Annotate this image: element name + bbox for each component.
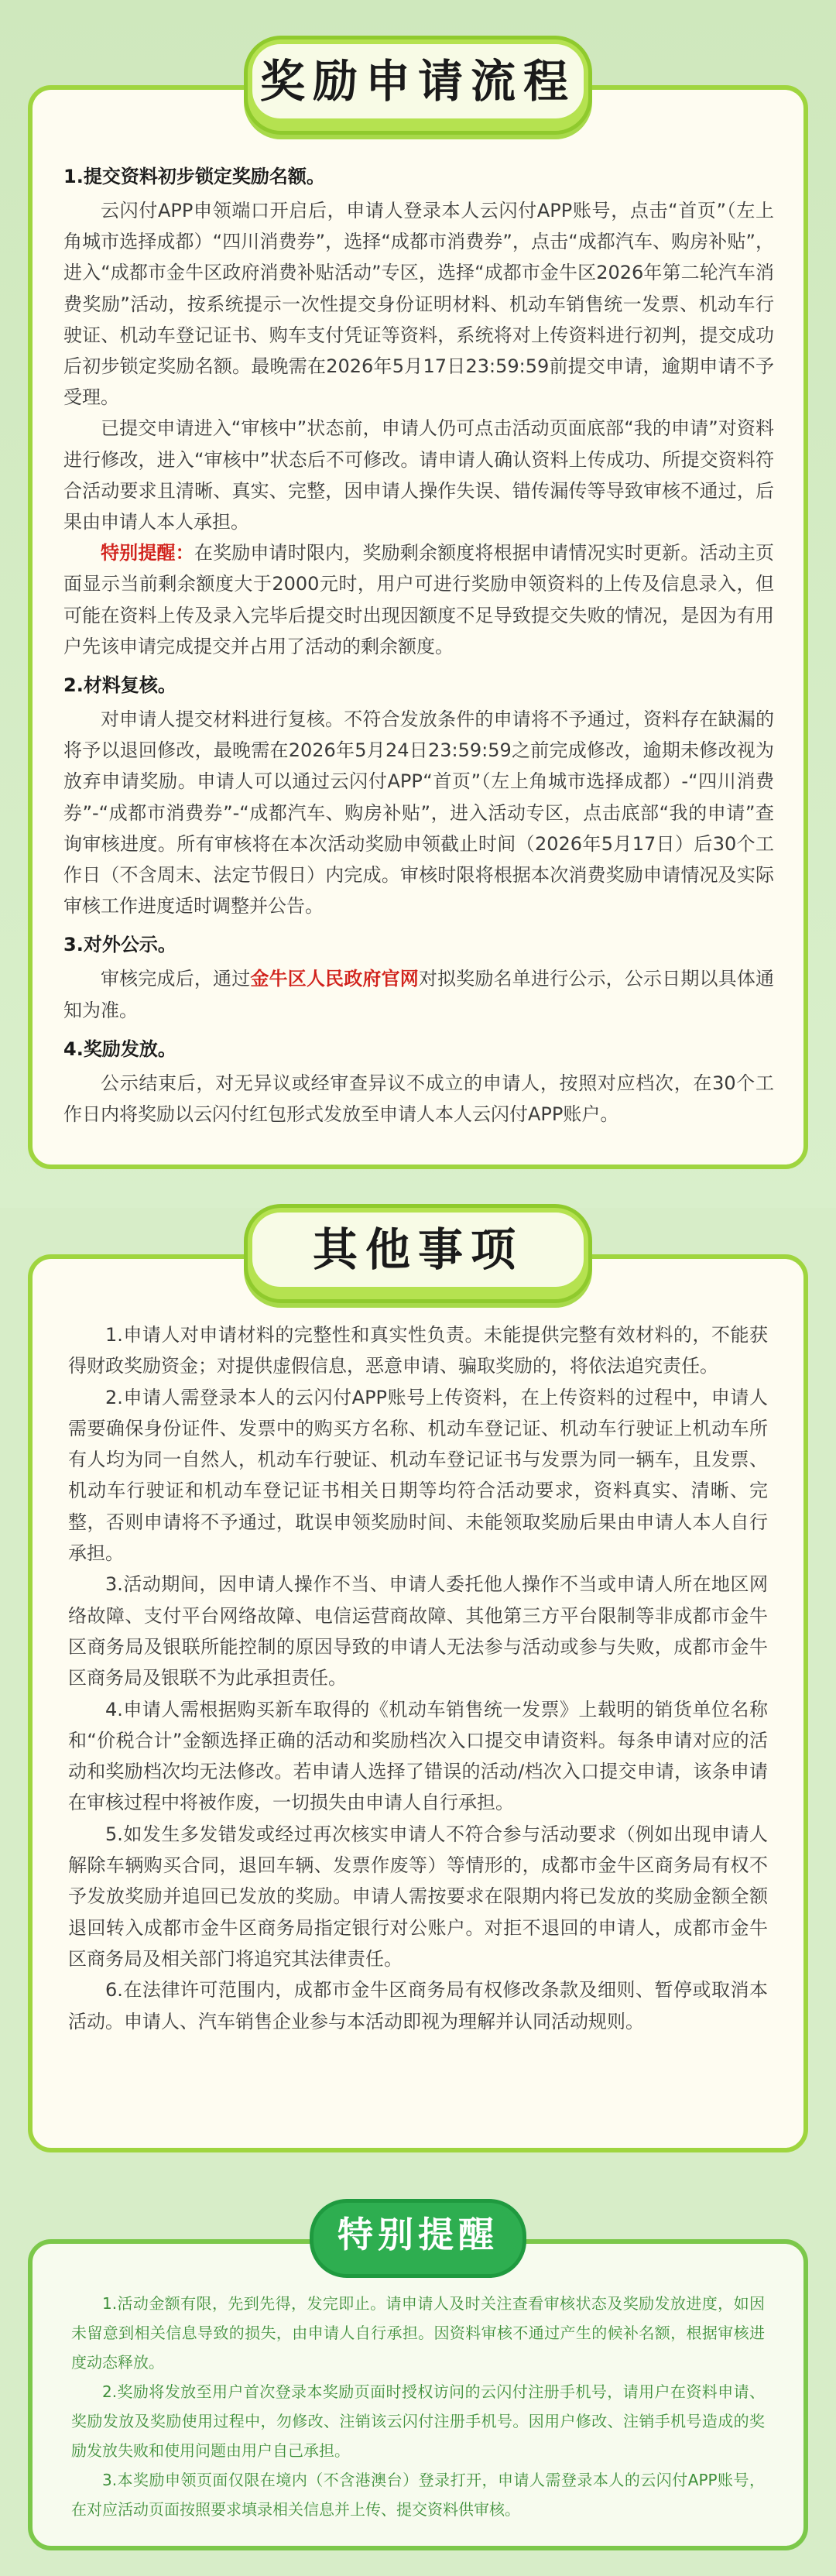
other-matter-item-4: 4.申请人需根据购买新车取得的《机动车销售统一发票》上载明的销货单位名称和“价税合计”金额选择正确的活动和奖励档次入口提交申请资料。每条申请对应的活动和奖励档次均无法修改。若申请人选择了错误的活动/档次入口提交申请，该条申请在审核过程中将被作废，一切损失由申请人自行承担。: [68, 1698, 768, 1814]
application-process-card: [28, 85, 808, 1169]
special-reminder-text: 在奖励申请时限内，奖励剩余额度将根据申请情况实时更新。活动主页面显示当前剩余额度大于2000元时，用户可进行奖励申领资料的上传及信息录入，但可能在资料上传及录入完毕后提交时出现因额度不足导致提交失败的情况，是因为有用户先该申请完成提交并占用了活动的剩余额度。: [63, 542, 774, 657]
step4-heading: 4.奖励发放。: [63, 1038, 176, 1060]
section-title-application-process: 奖励申请流程: [244, 36, 592, 135]
step3-text-a: 审核完成后，通过: [101, 968, 251, 990]
other-matters-card: [28, 1254, 808, 2152]
step2-heading: 2.材料复核。: [63, 674, 176, 697]
other-matter-item-6: 6.在法律许可范围内，成都市金牛区商务局有权修改条款及细则、暂停或取消本活动。申请人、汽车销售企业参与本活动即视为理解并认同活动规则。: [68, 1979, 768, 2032]
reminder-item-1: 1.活动金额有限，先到先得，发完即止。请申请人及时关注查看审核状态及奖励发放进度，如因未留意到相关信息导致的损失，由申请人自行承担。因资料审核不通过产生的候补名额，根据审核进度动态释放。: [71, 2294, 765, 2372]
step3-text-b: 对拟奖励名单进行公示，公示日期以具体通知为准。: [63, 968, 775, 1021]
special-reminder-card: [28, 2239, 808, 2550]
step1-special-reminder: [63, 537, 774, 662]
reminder-item-2: 2.奖励将发放至用户首次登录本奖励页面时授权访问的云闪付注册手机号，请用户在资料申请、奖励发放及奖励使用过程中，勿修改、注销该云闪付注册手机号。因用户修改、注销手机号造成的奖励发放失败和使用问题由用户自己承担。: [71, 2382, 765, 2460]
special-reminder-label: 特别提醒：: [101, 542, 194, 564]
other-matter-item-1: 1.申请人对申请材料的完整性和真实性负责。未能提供完整有效材料的，不能获得财政奖励资金；对提供虚假信息，恶意申请、骗取奖励的，将依法追究责任。: [68, 1324, 768, 1377]
section-title-other-matters: 其他事项: [244, 1204, 592, 1303]
step4-paragraph: 公示结束后，对无异议或经审查异议不成立的申请人，按照对应档次，在30个工作日内将奖励以云闪付红包形式发放至申请人本人云闪付APP账户。: [63, 1072, 774, 1126]
step1-paragraph-1: 云闪付APP申领端口开启后，申请人登录本人云闪付APP账号，点击“首页”（左上角城市选择成都）“四川消费券”，选择“成都市消费券”，点击“成都汽车、购房补贴”，进入“成都市金牛区政府消费补贴活动”专区，选择“成都市金牛区2026年第二轮汽车消费奖励”活动，按系统提示一次性提交身份证明材料、机动车销售统一发票、机动车行驶证、机动车登记证书、购车支付凭证等资料，系统将对上传资料进行初判，提交成功后初步锁定奖励名额。最晚需在2026年5月17日23:59:59前提交申请，逾期申请不予受理。: [63, 200, 774, 409]
step1-heading: 1.提交资料初步锁定奖励名额。: [63, 166, 325, 187]
reminder-item-3: 3.本奖励申领页面仅限在境内（不含港澳台）登录打开，申请人需登录本人的云闪付APP账号，在对应活动页面按照要求填录相关信息并上传、提交资料供审核。: [71, 2471, 765, 2519]
step3-heading: 3.对外公示。: [63, 934, 176, 956]
step1-paragraph-2: 已提交申请进入“审核中”状态前，申请人仍可点击活动页面底部“我的申请”对资料进行修改，进入“审核中”状态后不可修改。请申请人确认资料上传成功、所提交资料符合活动要求且清晰、真实、完整，因申请人操作失误、错传漏传等导致审核不通过，后果由申请人本人承担。: [63, 417, 774, 533]
government-website-link[interactable]: 金牛区人民政府官网: [250, 968, 419, 990]
other-matter-item-2: 2.申请人需登录本人的云闪付APP账号上传资料，在上传资料的过程中，申请人需要确保身份证件、发票中的购买方名称、机动车登记证、机动车行驶证上机动车所有人均为同一自然人，机动车行驶证、机动车登记证书与发票为同一辆车，且发票、机动车行驶证和机动车登记证书相关日期等均符合活动要求，资料真实、清晰、完整，否则申请将不予通过，耽误申领奖励时间、未能领取奖励后果由申请人本人自行承担。: [68, 1386, 768, 1565]
step3-paragraph: [63, 963, 774, 1025]
other-matter-item-3: 3.活动期间，因申请人操作不当、申请人委托他人操作不当或申请人所在地区网络故障、支付平台网络故障、电信运营商故障、其他第三方平台限制等非成都市金牛区商务局及银联所能控制的原因导致的申请人无法参与活动或参与失败，成都市金牛区商务局及银联不为此承担责任。: [68, 1573, 768, 1689]
other-matter-item-5: 5.如发生多发错发或经过再次核实申请人不符合参与活动要求（例如出现申请人解除车辆购买合同，退回车辆、发票作废等）等情形的，成都市金牛区商务局有权不予发放奖励并追回已发放的奖励。申请人需按要求在限期内将已发放的奖励金额全额退回转入成都市金牛区商务局指定银行对公账户。对拒不退回的申请人，成都市金牛区商务局及相关部门将追究其法律责任。: [68, 1823, 768, 1970]
section-title-special-reminder: 特别提醒: [310, 2199, 526, 2278]
step2-paragraph: 对申请人提交材料进行复核。不符合发放条件的申请将不予通过，资料存在缺漏的将予以退回修改，最晚需在2026年5月24日23:59:59之前完成修改，逾期未修改视为放弃申请奖励。申请人可以通过云闪付APP“首页”（左上角城市选择成都）-“四川消费券”-“成都市消费券”-“成都汽车、购房补贴”，进入活动专区，点击底部“我的申请”查询审核进度。所有审核将在本次活动奖励申领截止时间（2026年5月17日）后30个工作日（不含周末、法定节假日）内完成。审核时限将根据本次消费奖励申请情况及实际审核工作进度适时调整并公告。: [63, 708, 774, 918]
